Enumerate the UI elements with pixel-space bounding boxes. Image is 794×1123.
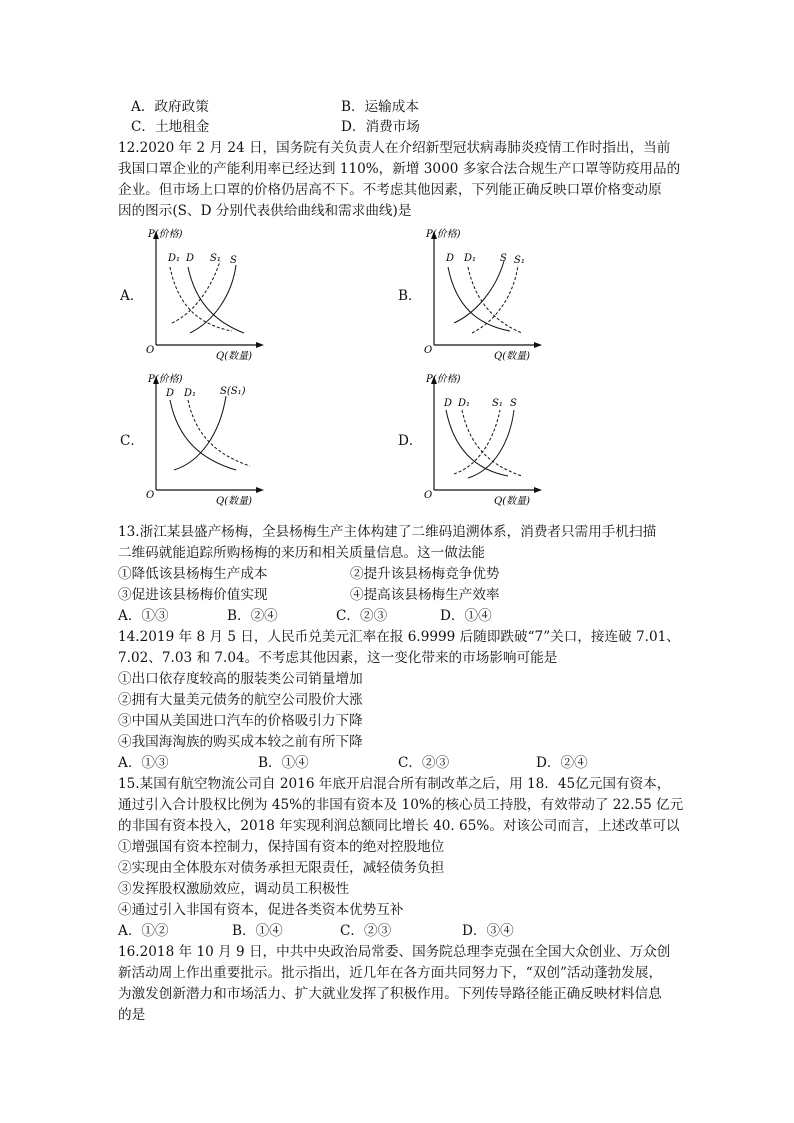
x-axis-arrow (534, 342, 542, 348)
x-axis-arrow (256, 487, 264, 493)
q12-graph-c (140, 370, 270, 510)
q14-option-a: A．①③ (118, 755, 169, 771)
q16-stem-line-4: 的是 (118, 1007, 146, 1023)
q12-graph-b (418, 225, 548, 365)
curve-d-label: D (444, 398, 453, 409)
curve-s1 (472, 265, 518, 333)
q12-stem-line-4: 因的图示(S、D 分别代表供给曲线和需求曲线)是 (118, 203, 412, 219)
curve-d (446, 410, 508, 476)
q15-stem-line-1: 15.某国有航空物流公司自 2016 年底开启混合所有制改革之后，用 18．45亿元国有资本， (118, 776, 671, 792)
q15-option-d: D．③④ (462, 923, 514, 939)
q12-graph-d (418, 370, 548, 510)
q12-graph-b-label: B． (398, 288, 422, 304)
q15-option-c: C．②③ (340, 923, 392, 939)
curve-s1-label: S₁ (514, 255, 525, 266)
q13-option-d: D．①④ (440, 608, 492, 624)
q12-graph-a (140, 225, 270, 365)
curve-d-label: D (166, 388, 175, 399)
q11-option-d: D．消费市场 (341, 119, 420, 135)
curve-d-label: D (186, 253, 195, 264)
q14-option-c: C．②③ (398, 755, 450, 771)
q12-graph-c-label: C． (120, 433, 144, 449)
curve-d1-label: D₁ (464, 253, 477, 264)
q15-item-1: ①增强国有资本控制力，保持国有资本的绝对控股地位 (118, 839, 445, 855)
x-axis-arrow (534, 487, 542, 493)
curve-d1-label: D₁ (184, 388, 197, 399)
y-axis-label: P(价格) (148, 229, 183, 240)
q12-stem-line-1: 12.2020 年 2 月 24 日，国务院有关负责人在介绍新型冠状病毒肺炎疫情工作时指出，当前 (118, 140, 671, 156)
q12-stem-line-3: 企业。但市场上口罩的价格仍居高不下。不考虑其他因素，下列能正确反映口罩价格变动原 (118, 182, 662, 198)
q13-item-4: ④提高该县杨梅生产效率 (350, 587, 500, 603)
curve-s1-label: S₁ (210, 253, 221, 264)
q11-option-c: C．土地租金 (131, 119, 210, 135)
y-axis-label: P(价格) (426, 374, 461, 385)
origin-label: O (146, 490, 155, 501)
q13-option-a: A．①③ (118, 608, 169, 624)
curve-s1-label: S₁ (492, 398, 503, 409)
q14-item-3: ③中国从美国进口汽车的价格吸引力下降 (118, 713, 363, 729)
q16-stem-line-2: 新活动周上作出重要批示。批示指出，近几年在各方面共同努力下，“双创”活动蓬勃发展， (118, 965, 663, 981)
q13-option-c: C．②③ (336, 608, 388, 624)
curve-s (190, 265, 236, 333)
x-axis-label: Q(数量) (494, 351, 531, 362)
curve-s (174, 396, 226, 470)
q11-option-a: A．政府政策 (131, 99, 209, 115)
q11-option-b: B．运输成本 (341, 99, 419, 115)
curve-d-label: D (446, 253, 455, 264)
q14-option-d: D．②④ (536, 755, 588, 771)
q15-option-a: A．①② (118, 923, 169, 939)
q15-item-2: ②实现由全体股东对债务承担无限责任，减轻债务负担 (118, 860, 445, 876)
x-axis-label: Q(数量) (494, 496, 531, 507)
q13-item-2: ②提升该县杨梅竞争优势 (350, 566, 500, 582)
curve-d1-label: D₁ (168, 253, 181, 264)
curve-s-label: S (510, 398, 517, 409)
q13-stem-line-2: 二维码就能追踪所购杨梅的来历和相关质量信息。这一做法能 (118, 545, 486, 561)
q13-stem-line-1: 13.浙江某县盛产杨梅，全县杨梅生产主体构建了二维码追溯体系，消费者只需用手机扫描 (118, 524, 657, 540)
curve-s-label: S (500, 253, 507, 264)
q14-item-2: ②拥有大量美元债务的航空公司股价大涨 (118, 692, 363, 708)
q13-option-b: B．②④ (227, 608, 278, 624)
q12-stem-line-2: 我国口罩企业的产能利用率已经达到 110%，新增 3000 多家合法合规生产口罩等防疫用品的 (118, 161, 681, 177)
q14-stem-line-2: 7.02、7.03 和 7.04。不考虑其他因素，这一变化带来的市场影响可能是 (118, 650, 558, 666)
q15-stem-line-2: 通过引入合计股权比例为 45%的非国有资本及 10%的核心员工持股，有效带动了 22.55 亿元 (118, 797, 684, 813)
curve-d1-label: D₁ (458, 398, 471, 409)
x-axis-label: Q(数量) (216, 496, 253, 507)
curve-d1 (462, 410, 522, 476)
origin-label: O (146, 345, 155, 356)
q15-stem-line-3: 的非国有资本投入，2018 年实现利润总额同比增长 40. 65%。对该公司而言，上述改革可以 (118, 818, 680, 834)
q12-graph-a-label: A． (120, 288, 144, 304)
q14-item-4: ④我国海淘族的购买成本较之前有所下降 (118, 734, 363, 750)
y-axis-label: P(价格) (426, 229, 461, 240)
x-axis-label: Q(数量) (216, 351, 253, 362)
q13-item-1: ①降低该县杨梅生产成本 (118, 566, 268, 582)
q15-item-4: ④通过引入非国有资本，促进各类资本优势互补 (118, 902, 404, 918)
curve-d (170, 400, 236, 470)
curve-s1 (454, 410, 500, 474)
q15-item-3: ③发挥股权激励效应，调动员工积极性 (118, 881, 350, 897)
q14-option-b: B．①④ (258, 755, 309, 771)
origin-label: O (424, 490, 433, 501)
q16-stem-line-1: 16.2018 年 10 月 9 日，中共中央政治局常委、国务院总理李克强在全国大众创业、万众创 (118, 944, 671, 960)
curve-s-label: S (230, 255, 237, 266)
q14-stem-line-1: 14.2019 年 8 月 5 日，人民币兑美元汇率在报 6.9999 后随即跌破“7”关口，接连破 7.01、 (118, 629, 680, 645)
q14-item-1: ①出口依存度较高的服装类公司销量增加 (118, 671, 363, 687)
curve-s (468, 410, 514, 478)
curve-d1 (468, 267, 522, 333)
x-axis-arrow (256, 342, 264, 348)
q13-item-3: ③促进该县杨梅价值实现 (118, 587, 268, 603)
origin-label: O (424, 345, 433, 356)
y-axis-label: P(价格) (148, 374, 183, 385)
q12-graph-d-label: D． (398, 433, 423, 449)
curve-d (188, 267, 244, 333)
q16-stem-line-3: 为激发创新潜力和市场活力、扩大就业发挥了积极作用。下列传导路径能正确反映材料信息 (118, 986, 662, 1002)
curve-s-label: S(S₁) (220, 386, 246, 397)
q15-option-b: B．①④ (232, 923, 283, 939)
